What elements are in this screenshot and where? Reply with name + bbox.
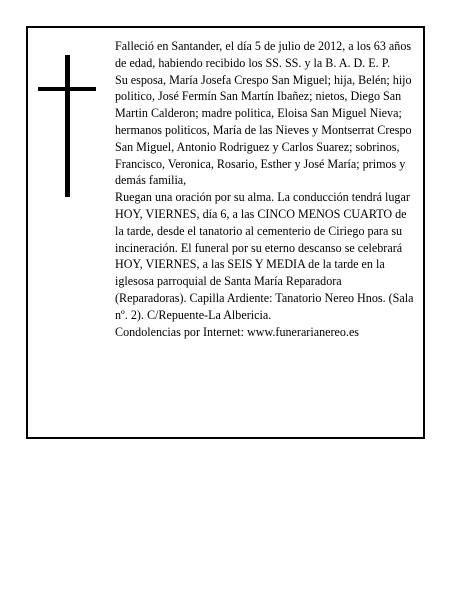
cross-horizontal-bar — [38, 87, 96, 91]
family-list: Su esposa, María Josefa Crespo San Miguel; hija, Belén; hijo politico, José Fermín San Martín Ibañez; nietos, Diego San Martin Calderon; madre politica, Eloisa San Miguel Nieva; hermanos politicos, María de las Nieves y Montserrat Crespo San Miguel, Antonio Rodriguez y Carlos Suarez; sobrinos, Francisco, Veronica, Rosario, Esther y José María; primos y demás familia, — [115, 72, 412, 188]
funeral-details: Ruegan una oración por su alma. La conducción tendrá lugar HOY, VIERNES, día 6, a las CINCO MENOS CUARTO de la tarde, desde el tanatorio al cementerio de Ciriego para su incineración. El funeral por su eterno descanso se celebrará HOY, VIERNES, a las SEIS Y MEDIA de la tarde en la iglesosa parroquial de Santa María Reparadora (Reparadoras). Capilla Ardiente: Tanatorio Nereo Hnos. (Sala nº. 2). C/Repuente-La Albericia. — [115, 190, 414, 322]
cross-vertical-bar — [65, 55, 70, 197]
condolences-line: Condolencias por Internet: www.funerarianereo.es — [115, 324, 360, 339]
death-announcement: Falleció en Santander, el día 5 de julio de 2012, a los 63 años de edad, habiendo recibido los SS. SS. y la B. A. D. E. P. — [115, 39, 412, 70]
latin-cross-icon — [38, 55, 96, 197]
obituary-text — [115, 38, 415, 340]
